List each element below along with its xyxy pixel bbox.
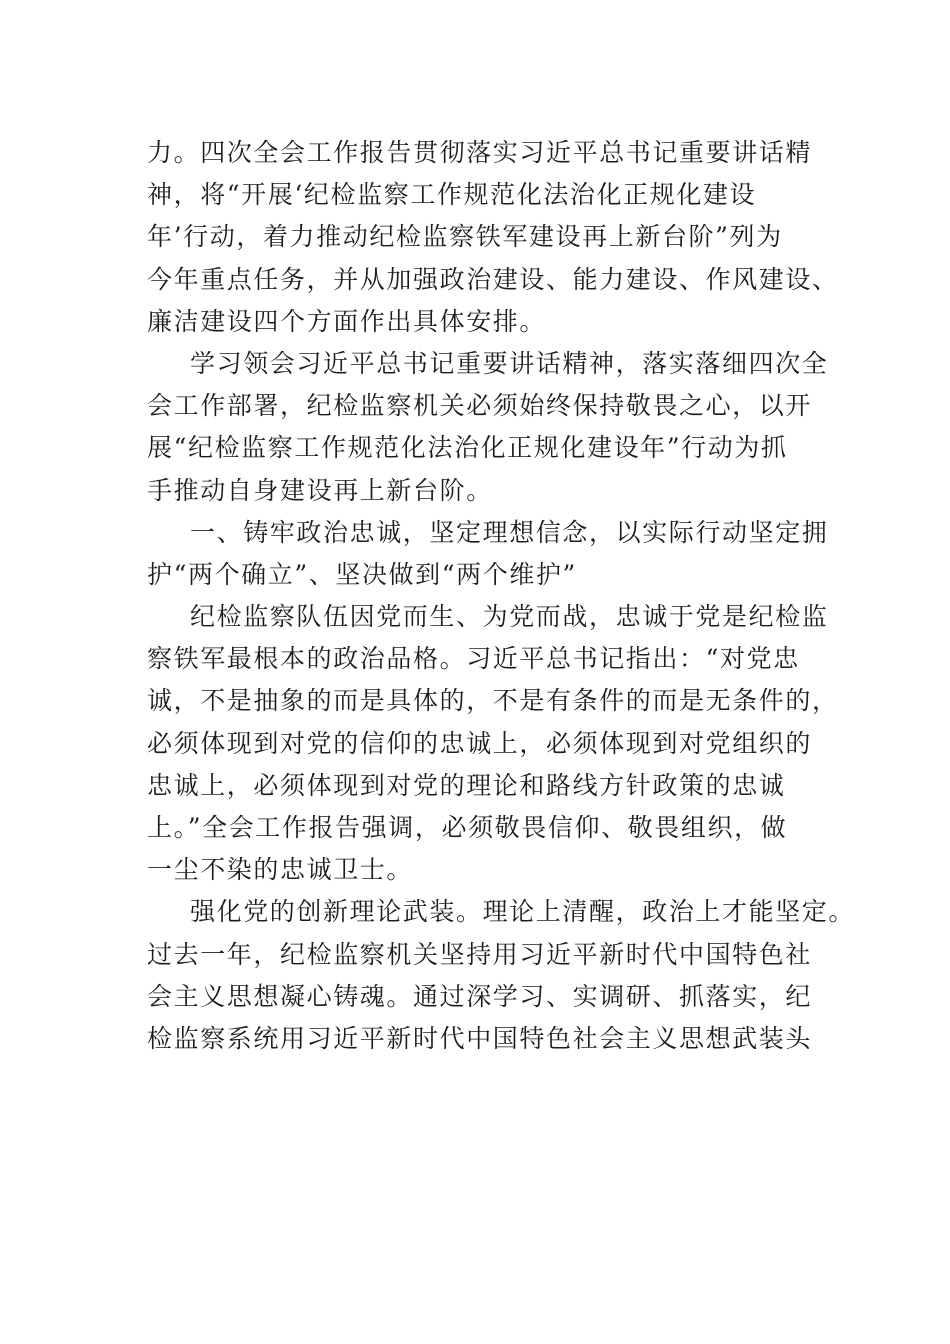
section-heading-line: 护“两个确立”、坚决做到“两个维护”: [147, 559, 577, 589]
text-line: 展“纪检监察工作规范化法治化正规化建设年”行动为抓: [147, 433, 788, 463]
text-line: 察铁军最根本的政治品格。习近平总书记指出：“对党忠: [147, 644, 800, 674]
text-line: 神，将“开展‘纪检监察工作规范化法治化正规化建设: [147, 180, 757, 210]
text-line: 一尘不染的忠诚卫士。: [147, 855, 414, 885]
text-line: 诚，不是抽象的而是具体的，不是有条件的而是无条件的，: [147, 686, 839, 716]
document-body: [147, 132, 856, 1060]
text-line: 今年重点任务，并从加强政治建设、能力建设、作风建设、: [147, 264, 839, 294]
text-line: 年’行动，着力推动纪检监察铁军建设再上新台阶”列为: [147, 222, 783, 252]
text-line: 忠诚上，必须体现到对党的理论和路线方针政策的忠诚: [147, 770, 786, 800]
section-heading-line: 一、铸牢政治忠诚，坚定理想信念，以实际行动坚定拥: [190, 517, 829, 547]
text-line: 力。四次全会工作报告贯彻落实习近平总书记重要讲话精: [147, 138, 813, 167]
text-line: 过去一年，纪检监察机关坚持用习近平新时代中国特色社: [147, 939, 813, 969]
paragraph-start-line: 强化党的创新理论武装。理论上清醒，政治上才能坚定。: [190, 897, 856, 927]
text-line: 会主义思想凝心铸魂。通过深学习、实调研、抓落实，纪: [147, 981, 813, 1011]
paragraph-start-line: 学习领会习近平总书记重要讲话精神，落实落细四次全: [190, 348, 829, 378]
text-line: 廉洁建设四个方面作出具体安排。: [147, 306, 547, 336]
text-line: 手推动自身建设再上新台阶。: [147, 475, 493, 505]
text-line: 上。”全会工作报告强调，必须敬畏信仰、敬畏组织，做: [147, 813, 788, 842]
text-line: 必须体现到对党的信仰的忠诚上，必须体现到对党组织的: [147, 728, 813, 758]
paragraph-start-line: 纪检监察队伍因党而生、为党而战，忠诚于党是纪检监: [190, 602, 829, 632]
text-line: 检监察系统用习近平新时代中国特色社会主义思想武装头: [147, 1023, 813, 1053]
text-line: 会工作部署，纪检监察机关必须始终保持敬畏之心，以开: [147, 391, 813, 421]
